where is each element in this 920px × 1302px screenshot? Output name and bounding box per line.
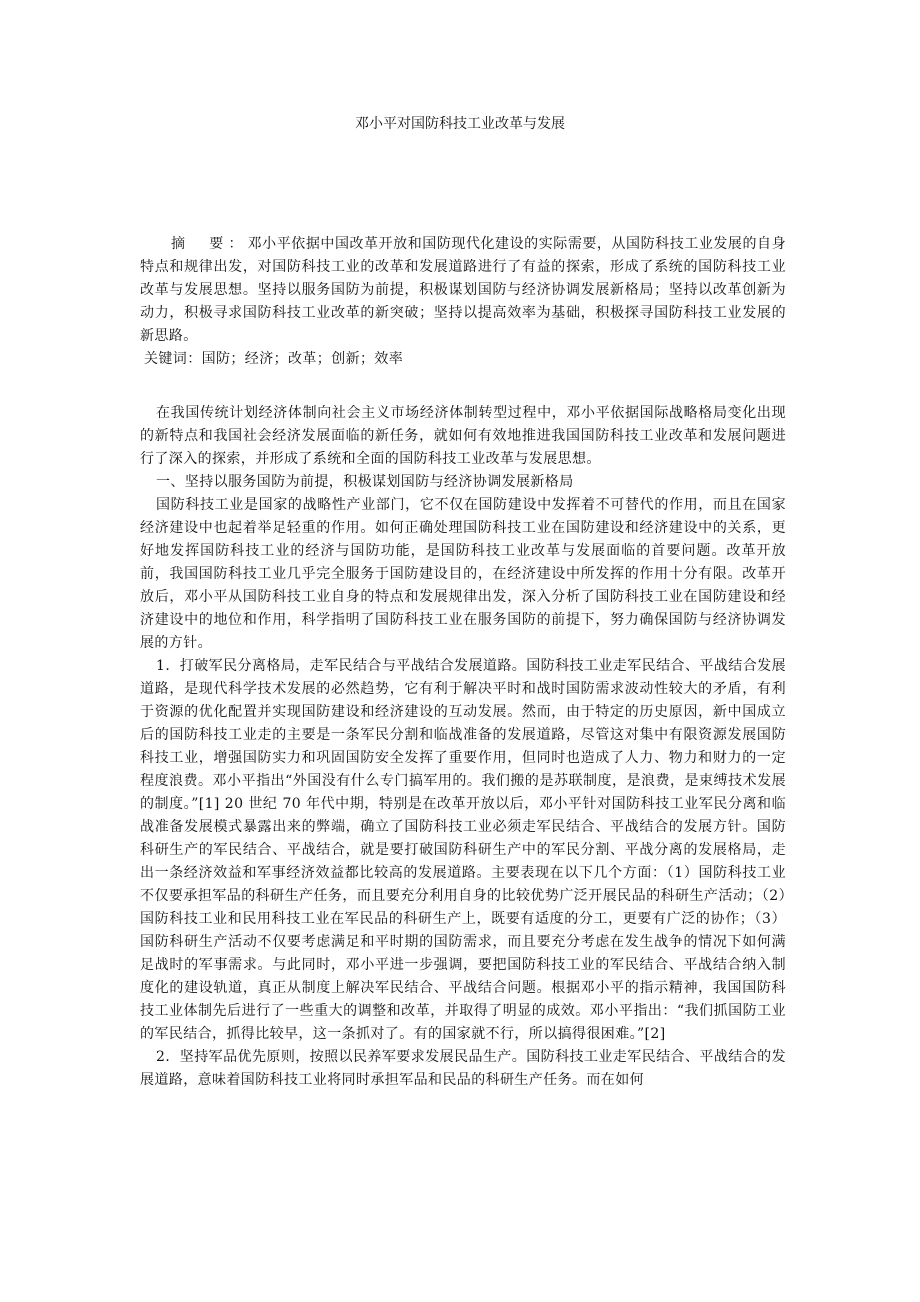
main-body (140, 402, 786, 1092)
intro-paragraph: 在我国传统计划经济体制向社会主义市场经济体制转型过程中，邓小平依据国际战略格局变化出现的新特点和我国社会经济发展面临的新任务，就如何有效地推进我国国防科技工业改革和发展问题进行了深入的探索，并形成了系统和全面的国防科技工业改革与发展思想。 (140, 405, 786, 467)
body-paragraph: 国防科技工业是国家的战略性产业部门，它不仅在国防建设中发挥着不可替代的作用，而且在国家经济建设中也起着举足轻重的作用。如何正确处理国防科技工业在国防建设和经济建设中的关系，更好地发挥国防科技工业的经济与国防功能，是国防科技工业改革与发展面临的首要问题。改革开放前，我国国防科技工业几乎完全服务于国防建设目的，在经济建设中所发挥的作用十分有限。改革开放后，邓小平从国防科技工业自身的特点和发展规律出发，深入分析了国防科技工业在国防建设和经济建设中的地位和作用，科学指明了国防科技工业在服务国防的前提下，努力确保国防与经济协调发展的方针。 (140, 497, 786, 651)
abstract-text: 邓小平依据中国改革开放和国防现代化建设的实际需要，从国防科技工业发展的自身特点和规律出发，对国防科技工业的改革和发展道路进行了有益的探索，形成了系统的国防科技工业改革与发展思想。坚持以服务国防为前提，积极谋划国防与经济协调发展新格局；坚持以改革创新为动力，积极寻求国防科技工业改革的新突破；坚持以提高效率为基础，积极探寻国防科技工业发展的新思路。 (140, 236, 786, 344)
section-heading: 一、坚持以服务国防为前提，积极谋划国防与经济协调发展新格局 (156, 474, 574, 490)
abstract-section (140, 233, 786, 371)
abstract-label: 摘 要： (171, 236, 248, 252)
body-paragraph: 2．坚持军品优先原则，按照以民养军要求发展民品生产。国防科技工业走军民结合、平战结合的发展道路，意味着国防科技工业将同时承担军品和民品的科研生产任务。而在如何 (140, 1049, 786, 1088)
keywords-line: 关键词：国防；经济；改革；创新；效率 (144, 351, 404, 367)
abstract-paragraph (140, 233, 786, 348)
document-title: 邓小平对国防科技工业改革与发展 (355, 116, 565, 132)
body-paragraph: 1．打破军民分离格局，走军民结合与平战结合发展道路。国防科技工业走军民结合、平战结合发展道路，是现代科学技术发展的必然趋势，它有利于解决平时和战时国防需求波动性较大的矛盾，有利于资源的优化配置并实现国防建设和经济建设的互动发展。然而，由于特定的历史原因，新中国成立后的国防科技工业走的主要是一条军民分割和临战准备的发展道路，尽管这对集中有限资源发展国防科技工业，增强国防实力和巩固国防安全发挥了重要作用，但同时也造成了人力、物力和财力的一定程度浪费。邓小平指出“外国没有什么专门搞军用的。我们搬的是苏联制度，是浪费，是束缚技术发展的制度。”[1] 20 世纪 70 年代中期，特别是在改革开放以后，邓小平针对国防科技工业军民分离和临战准备发展模式暴露出来的弊端，确立了国防科技工业必须走军民结合、平战结合的发展方针。国防科研生产的军民结合、平战结合，就是要打破国防科研生产中的军民分割、平战分离的发展格局，走出一条经济效益和军事经济效益都比较高的发展道路。主要表现在以下几个方面：（1）国防科技工业不仅要承担军品的科研生产任务，而且要充分利用自身的比较优势广泛开展民品的科研生产活动；（2）国防科技工业和民用科技工业在军民品的科研生产上，既要有适度的分工，更要有广泛的协作；（3）国防科研生产活动不仅要考虑满足和平时期的国防需求，而且要充分考虑在发生战争的情况下如何满足战时的军事需求。与此同时，邓小平进一步强调，要把国防科技工业的军民结合、平战结合纳入制度化的建设轨道，真正从制度上解决军民结合、平战结合问题。根据邓小平的指示精神，我国国防科技工业体制先后进行了一些重大的调整和改革，并取得了明显的成效。邓小平指出：“我们抓国防工业的军民结合，抓得比较早，这一条抓对了。有的国家就不行，所以搞得很困难。”[2] (140, 658, 786, 1042)
